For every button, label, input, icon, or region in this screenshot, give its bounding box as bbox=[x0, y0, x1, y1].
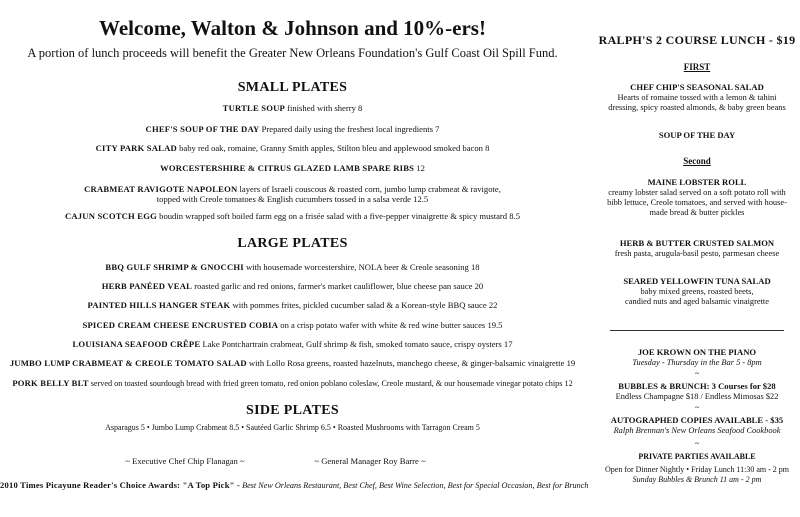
item-price: 12 bbox=[416, 163, 425, 173]
general-manager: ~ General Manager Roy Barre ~ bbox=[314, 456, 426, 466]
awards-text: Best New Orleans Restaurant, Best Chef, Best Wine Selection, Best for Special Occasion, Best for Brunch bbox=[242, 481, 589, 490]
salmon-title: HERB & BUTTER CRUSTED SALMON bbox=[619, 238, 775, 248]
side-plates-list: Asparagus 5 • Jumbo Lump Crabmeat 8.5 • Sautéed Garlic Shrimp 6.5 • Roasted Mushrooms with Tarragon Cream 5 bbox=[105, 423, 480, 432]
books-title: AUTOGRAPHED COPIES AVAILABLE - $35 bbox=[610, 415, 784, 425]
sidebar-divider bbox=[610, 330, 784, 331]
menu-item bbox=[0, 211, 585, 221]
brunch-title: BUBBLES & BRUNCH: 3 Courses for $28 bbox=[618, 381, 776, 391]
tuna-title: SEARED YELLOWFIN TUNA SALAD bbox=[623, 276, 771, 286]
item-name: JUMBO LUMP CRABMEAT & CREOLE TOMATO SALAD bbox=[9, 358, 247, 368]
first-course-heading: FIRST bbox=[683, 62, 711, 72]
menu-item bbox=[0, 163, 585, 173]
lobster-title: MAINE LOBSTER ROLL bbox=[647, 177, 747, 187]
item-name: CRABMEAT RAVIGOTE NAPOLEON bbox=[84, 184, 238, 194]
item-desc: Lake Pontchartrain crabmeat, Gulf shrimp & fish, smoked tomato sauce, crispy oysters bbox=[202, 339, 502, 349]
item-desc: topped with Creole tomatoes & English cucumbers tossed in a salsa verde bbox=[156, 194, 411, 204]
side-plates-heading: SIDE PLATES bbox=[246, 403, 339, 418]
item-price: 8 bbox=[485, 143, 490, 153]
soup-title: SOUP OF THE DAY bbox=[658, 130, 736, 140]
lobster-desc: bibb lettuce, Creole tomatoes, and served with house- bbox=[607, 198, 787, 207]
menu-item bbox=[0, 320, 585, 330]
menu-item bbox=[0, 358, 585, 368]
hours-line-text: Sunday Bubbles & Brunch 11 am - 2 pm bbox=[632, 475, 762, 484]
separator: ~ bbox=[694, 369, 700, 378]
tuna-desc: candied nuts and aged balsamic vinaigrette bbox=[625, 297, 769, 306]
item-name: CITY PARK SALAD bbox=[95, 143, 177, 153]
item-desc: layers of Israeli couscous & roasted corn, jumbo lump crabmeat & ravigote, bbox=[239, 184, 501, 194]
item-desc: served on toasted sourdough bread with fried green tomato, red onion poblano coleslaw, Creole mustard, & our housemade vinegar potato chips bbox=[90, 379, 563, 388]
item-price: 17 bbox=[503, 339, 513, 349]
piano-time-text: Tuesday - Thursday in the Bar 5 - 8pm bbox=[632, 358, 762, 367]
salad-desc: Hearts of romaine tossed with a lemon & tahini bbox=[617, 93, 777, 102]
item-name: SPICED CREAM CHEESE ENCRUSTED COBIA bbox=[82, 320, 279, 330]
tuna-desc: baby mixed greens, roasted beets, bbox=[640, 287, 754, 296]
item-desc: with housemade worcestershire, NOLA beer & Creole seasoning bbox=[245, 262, 469, 272]
item-desc: boudin wrapped soft boiled farm egg on a frisée salad with a five-pepper vinaigrette & spicy mustard bbox=[159, 211, 508, 221]
item-price: 8 bbox=[358, 103, 363, 113]
lunch-sidebar bbox=[594, 0, 800, 517]
item-name: WORCESTERSHIRE & CITRUS GLAZED LAMB SPARE RIBS bbox=[160, 163, 415, 173]
second-course-heading: Second bbox=[683, 156, 711, 166]
awards-line bbox=[0, 480, 589, 491]
item-name: CHEF'S SOUP OF THE DAY bbox=[145, 124, 260, 134]
item-desc: roasted garlic and red onions, farmer's market cauliflower, blue cheese pan sauce bbox=[194, 281, 473, 291]
menu-item bbox=[0, 124, 585, 134]
salmon-desc: fresh pasta, arugula-basil pesto, parmesan cheese bbox=[614, 249, 780, 258]
item-desc: on a crisp potato wafer with white & red wine butter sauces bbox=[280, 320, 486, 330]
item-desc: Prepared daily using the freshest local ingredients bbox=[261, 124, 433, 134]
lobster-desc: made bread & butter pickles bbox=[649, 208, 745, 217]
menu-item bbox=[0, 184, 585, 194]
menu-item bbox=[0, 262, 585, 272]
salad-title: CHEF CHIP'S SEASONAL SALAD bbox=[630, 82, 764, 92]
item-name: HERB PANÉED VEAL bbox=[101, 281, 193, 291]
executive-chef: ~ Executive Chef Chip Flanagan ~ bbox=[125, 456, 245, 466]
menu-item bbox=[0, 300, 585, 310]
item-price: 8.5 bbox=[509, 211, 521, 221]
item-name: PORK BELLY BLT bbox=[12, 378, 89, 388]
item-desc: with Lollo Rosa greens, roasted hazelnuts, manchego cheese, & ginger-balsamic vinaigrette bbox=[248, 358, 565, 368]
separator: ~ bbox=[694, 403, 700, 412]
menu-item bbox=[0, 339, 585, 349]
item-price: 22 bbox=[488, 300, 498, 310]
page-title: Welcome, Walton & Johnson and 10%-ers! bbox=[99, 16, 486, 40]
books-desc-text: Ralph Brennan's New Orleans Seafood Cookbook bbox=[613, 426, 781, 435]
books-desc bbox=[594, 426, 800, 436]
large-plates-heading: LARGE PLATES bbox=[237, 236, 348, 251]
item-price: 19.5 bbox=[487, 320, 503, 330]
item-name: TURTLE SOUP bbox=[222, 103, 285, 113]
item-name: CAJUN SCOTCH EGG bbox=[64, 211, 157, 221]
menu-item bbox=[0, 143, 585, 153]
page-subtitle: A portion of lunch proceeds will benefit the Greater New Orleans Foundation's Gulf Coast Oil Spill Fund. bbox=[27, 46, 558, 60]
item-price: 12 bbox=[564, 379, 573, 388]
awards-label: 2010 Times Picayune Reader's Choice Awards: "A Top Pick" - bbox=[0, 480, 241, 490]
piano-title: JOE KROWN ON THE PIANO bbox=[637, 347, 757, 357]
private-title: PRIVATE PARTIES AVAILABLE bbox=[638, 452, 756, 461]
item-desc: with pommes frites, pickled cucumber salad & a Korean-style BBQ sauce bbox=[232, 300, 487, 310]
item-price: 7 bbox=[435, 124, 440, 134]
item-price: 19 bbox=[566, 358, 576, 368]
separator: ~ bbox=[694, 439, 700, 448]
brunch-desc: Endless Champagne $18 / Endless Mimosas $22 bbox=[615, 392, 779, 401]
piano-time bbox=[594, 358, 800, 368]
lobster-desc: creamy lobster salad served on a soft potato roll with bbox=[608, 188, 786, 197]
item-name: BBQ GULF SHRIMP & GNOCCHI bbox=[105, 262, 244, 272]
menu-item-continued bbox=[0, 194, 585, 204]
lunch-title: RALPH'S 2 COURSE LUNCH - $19 bbox=[598, 33, 796, 47]
menu-item bbox=[0, 378, 585, 389]
salad-desc: dressing, spicy roasted almonds, & baby green beans bbox=[608, 103, 786, 112]
menu-item bbox=[0, 281, 585, 291]
item-name: LOUISIANA SEAFOOD CRÊPE bbox=[72, 339, 201, 349]
menu-item bbox=[0, 103, 585, 113]
item-desc: finished with sherry bbox=[287, 103, 356, 113]
item-name: PAINTED HILLS HANGER STEAK bbox=[87, 300, 231, 310]
small-plates-heading: SMALL PLATES bbox=[237, 80, 348, 95]
item-price: 18 bbox=[471, 262, 480, 272]
item-price: 12.5 bbox=[413, 194, 429, 204]
item-price: 20 bbox=[474, 281, 484, 291]
item-desc: baby red oak, romaine, Granny Smith apples, Stilton bleu and applewood smoked bacon bbox=[179, 143, 483, 153]
hours-line: Open for Dinner Nightly • Friday Lunch 11:30 am - 2 pm bbox=[604, 465, 790, 474]
hours-line bbox=[594, 475, 800, 485]
